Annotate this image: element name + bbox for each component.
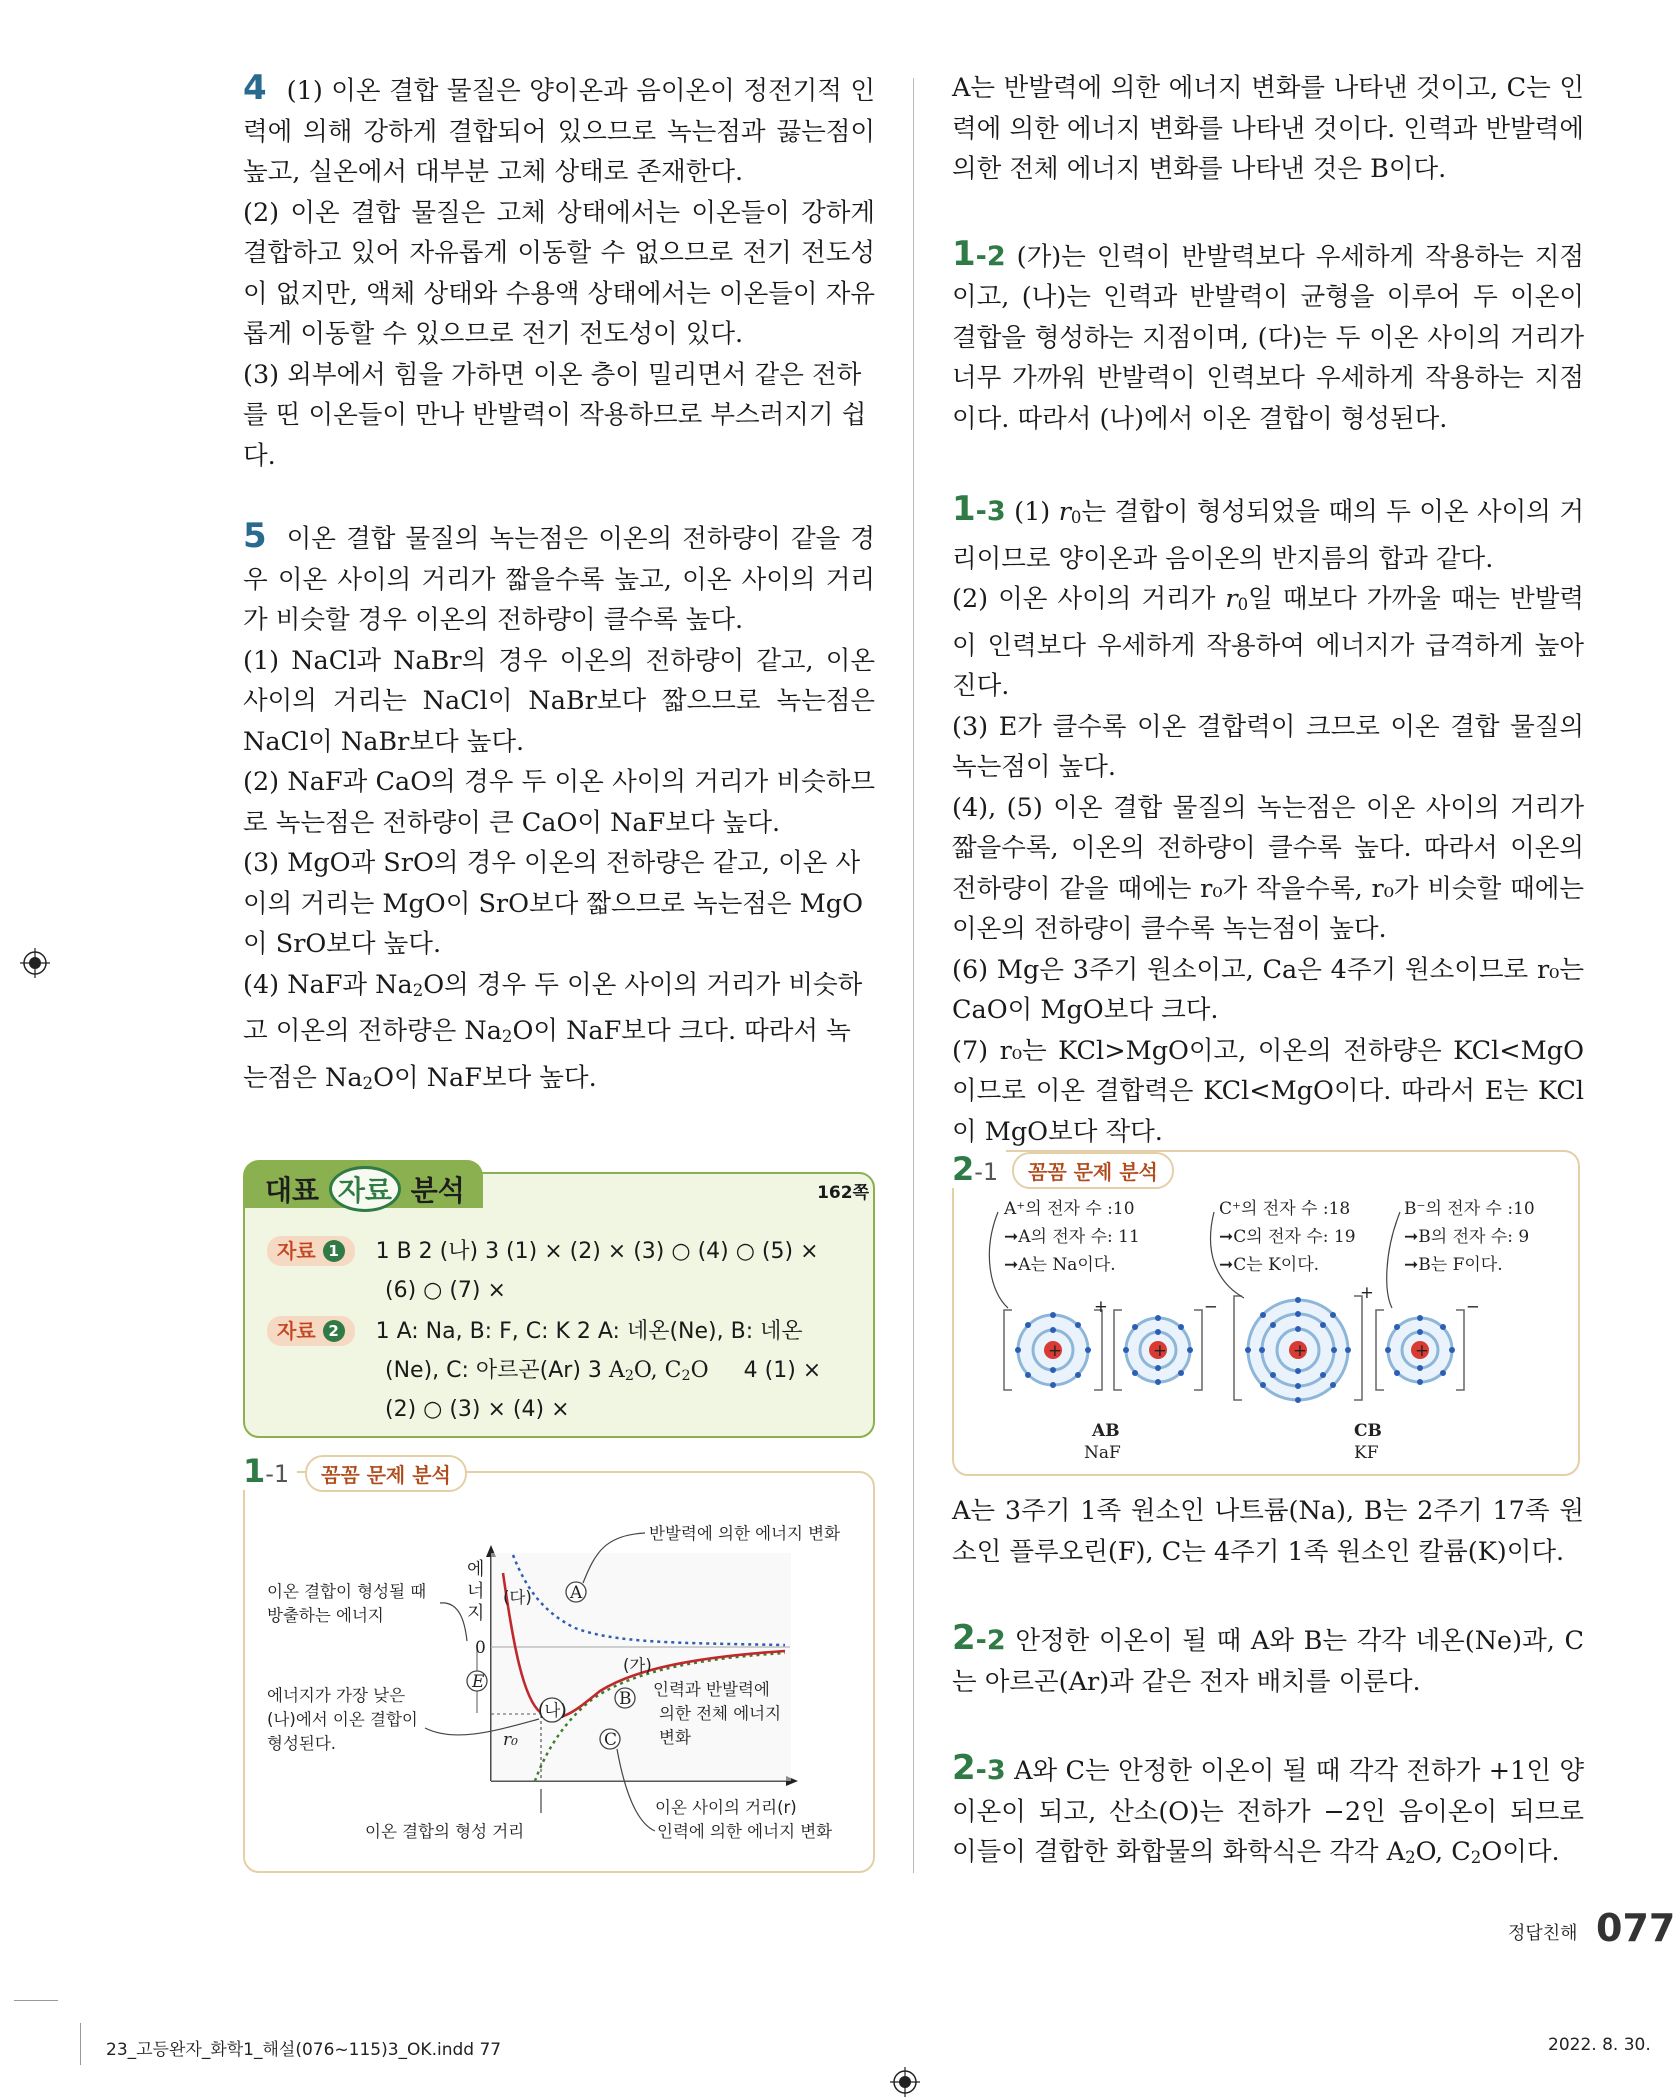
q2-2-paragraph: 2-2 안정한 이온이 될 때 A와 B는 각각 네온(Ne)과, C는 아르곤(Ar)과 같은 전자 배치를 이룬다. <box>952 1618 1584 1697</box>
analysis-box-1-1 <box>243 1471 875 1873</box>
ion-a-plus <box>1004 1297 1108 1390</box>
label-total-3: 변화 <box>659 1728 691 1747</box>
y-axis-label-1: 에 <box>467 1559 485 1580</box>
q1-3-paragraph-2: (2) 이온 사이의 거리가 $r_0$일 때보다 가까울 때는 반발력이 인력보다 우세하게 작용하여 에너지가 급격하게 높아진다. <box>952 584 1584 701</box>
summary-page-ref: 162쪽 <box>817 1183 869 1203</box>
q5-paragraph-2: (1) NaCl과 NaBr의 경우 이온의 전하량이 같고, 이온 사이의 거리는 NaCl이 NaBr보다 짧으므로 녹는점은 NaCl이 NaBr보다 높다. <box>243 645 875 757</box>
zero-label: 0 <box>475 1638 486 1658</box>
column-divider <box>913 78 914 1873</box>
q5-paragraph-1: 5 이온 결합 물질의 녹는점은 이온의 전하량이 같을 경우 이온 사이의 거리가 짧을수록 높고, 이온 사이의 거리가 비슷할 경우 이온의 전하량이 클수록 높다. <box>243 516 875 635</box>
box-2-1-pill: 꼼꼼 문제 분석 <box>1012 1152 1174 1189</box>
summary-row-1: 자료 1 1 B 2 (나) 3 (1) × (2) × (3) ○ (4) ○ (5) × <box>267 1232 819 1271</box>
ion-diagram <box>954 1152 1578 1474</box>
svg-text:+: + <box>1153 1341 1167 1360</box>
q1-3-paragraph-1: 1-3 (1) $r_0$는 결합이 형성되었을 때의 두 이온 사이의 거리이므로 양이온과 음이온의 반지름의 합과 같다. <box>952 489 1584 574</box>
a-line-3: ➞A는 Na이다. <box>1004 1255 1116 1275</box>
q5-paragraph-5: (4) NaF과 $Na_2O$의 경우 두 이온 사이의 거리가 비슷하고 이온의 전하량은 $Na_2O$이 NaF보다 크다. 따라서 녹는점은 $Na_2O$이 NaF보다 높다. <box>243 969 863 1093</box>
q1-3-paragraph-5: (6) Mg은 3주기 원소이고, Ca은 4주기 원소이므로 r₀는 CaO이 MgO보다 크다. <box>952 954 1584 1025</box>
label-x-axis: 이온 사이의 거리(r) <box>655 1798 797 1817</box>
summary-row-2: 자료 2 1 A: Na, B: F, C: K 2 A: 네온(Ne), B: 네온 <box>267 1312 803 1351</box>
summary-row-2c: (2) ○ (3) × (4) × <box>385 1397 570 1422</box>
svg-text:+: + <box>1360 1283 1374 1302</box>
box-1-1-heading: 1-1 <box>243 1452 297 1490</box>
ion-c-plus <box>1234 1283 1374 1400</box>
svg-text:너: 너 <box>467 1581 485 1602</box>
label-release-1: 이온 결합이 형성될 때 <box>267 1582 427 1601</box>
svg-text:−: − <box>1204 1297 1218 1316</box>
point-da: (다) <box>503 1588 532 1607</box>
svg-text:−: − <box>1466 1297 1480 1316</box>
q1-3-paragraph-3: (3) E가 클수록 이온 결합력이 크므로 이온 결합 물질의 녹는점이 높다. <box>952 711 1584 782</box>
q4-paragraph-2: (2) 이온 결합 물질은 고체 상태에서는 이온들이 강하게 결합하고 있어 자유롭게 이동할 수 없으므로 전기 전도성이 없지만, 액체 상태와 수용액 상태에서는 이온들이 자유롭게 이동할 수 있으므로 전기 전도성이 있다. <box>243 197 875 349</box>
energy-graph <box>245 1473 873 1871</box>
b-line-3: ➞B는 F이다. <box>1404 1255 1503 1275</box>
point-ga: (가) <box>623 1656 652 1675</box>
svg-text:+: + <box>1094 1297 1108 1316</box>
label-lowest-1: 에너지가 가장 낮은 <box>267 1686 406 1705</box>
footer-answer-label: 정답친해 <box>1508 1923 1578 1944</box>
label-B: B <box>619 1689 632 1709</box>
label-naf: NaF <box>1084 1443 1121 1463</box>
q1-3-number: 1-3 <box>952 489 1006 529</box>
tag-data-1: 자료 1 <box>267 1236 355 1266</box>
label-total-1: 인력과 반발력에 <box>653 1680 770 1699</box>
svg-text:+: + <box>1293 1341 1307 1360</box>
q1-2-number: 1-2 <box>952 233 1006 274</box>
q2-3-number: 2-3 <box>952 1748 1006 1788</box>
q2-1-paragraph: A는 3주기 1족 원소인 나트륨(Na), B는 2주기 17족 원소인 플루오린(F), C는 4주기 1족 원소인 칼륨(K)이다. <box>952 1496 1584 1567</box>
c-line-2: ➞C의 전자 수: 19 <box>1219 1227 1356 1247</box>
q1-3-paragraph-4: (4), (5) 이온 결합 물질의 녹는점은 이온 사이의 거리가 짧을수록, 이온의 전하량이 클수록 높다. 따라서 이온의 전하량이 같을 때에는 r₀가 작을수록, r₀가 비슷할 때에는 이온의 전하량이 클수록 녹는점이 높다. <box>952 792 1584 944</box>
b-line-2: ➞B의 전자 수: 9 <box>1404 1227 1530 1247</box>
a-line-2: ➞A의 전자 수: 11 <box>1004 1227 1140 1247</box>
label-cb: CB <box>1354 1421 1382 1441</box>
right-lower <box>952 1491 1584 1879</box>
ion-b-minus-2 <box>1376 1297 1480 1390</box>
label-lowest-2: (나)에서 이온 결합이 <box>267 1710 418 1729</box>
page-number: 077 <box>1596 1906 1675 1950</box>
crop-mark-2 <box>80 2023 81 2065</box>
q1-3-paragraph-6: (7) r₀는 KCl>MgO이고, 이온의 전하량은 KCl<MgO이므로 이온 결합력은 KCl<MgO이다. 따라서 E는 KCl이 MgO보다 작다. <box>952 1035 1584 1147</box>
registration-mark-icon <box>20 948 50 978</box>
label-lowest-3: 형성된다. <box>267 1734 337 1753</box>
svg-text:+: + <box>1048 1341 1062 1360</box>
q5-paragraph-4: (3) MgO과 SrO의 경우 이온의 전하량은 같고, 이온 사이의 거리는 MgO이 SrO보다 짧으므로 녹는점은 MgO이 SrO보다 높다. <box>243 848 864 959</box>
label-ab: AB <box>1092 1421 1120 1441</box>
r0-label: r₀ <box>503 1730 518 1750</box>
q5-paragraph-3: (2) NaF과 CaO의 경우 두 이온 사이의 거리가 비슷하므로 녹는점은 전하량이 큰 CaO이 NaF보다 높다. <box>243 767 875 838</box>
label-kf: KF <box>1354 1443 1379 1463</box>
tag-data-2: 자료 2 <box>267 1316 355 1346</box>
box-2-1-heading: 2-1 <box>952 1150 1006 1188</box>
right-column <box>952 68 1584 1152</box>
a-line-1: A⁺의 전자 수 :10 <box>1004 1199 1135 1219</box>
ion-b-minus-1 <box>1114 1297 1218 1390</box>
label-formation-distance: 이온 결합의 형성 거리 <box>365 1822 525 1841</box>
label-release-2: 방출하는 에너지 <box>267 1606 384 1625</box>
point-na: (나) <box>538 1701 567 1720</box>
right-top-paragraph: A는 반발력에 의한 에너지 변화를 나타낸 것이고, C는 인력에 의한 에너지 변화를 나타낸 것이다. 인력과 반발력에 의한 전체 에너지 변화를 나타낸 것은 B이다. <box>952 73 1584 184</box>
q2-2-number: 2-2 <box>952 1618 1006 1658</box>
label-total-2: 의한 전체 에너지 <box>659 1704 782 1723</box>
svg-text:+: + <box>1415 1341 1429 1360</box>
registration-mark-bottom-icon <box>890 2067 920 2097</box>
footer-file: 23_고등완자_화학1_해설(076~115)3_OK.indd 77 <box>106 2040 502 2060</box>
svg-text:지: 지 <box>467 1603 485 1624</box>
summary-title: 대표 자료 분석 <box>265 1166 465 1212</box>
q4-number: 4 <box>243 68 267 108</box>
summary-header <box>243 1160 893 1210</box>
box-1-1-pill: 꼼꼼 문제 분석 <box>305 1455 467 1492</box>
footer-date: 2022. 8. 30. <box>1548 2035 1651 2055</box>
analysis-box-2-1 <box>952 1150 1580 1476</box>
label-attraction: 인력에 의한 에너지 변화 <box>657 1822 833 1841</box>
label-repulsion: 반발력에 의한 에너지 변화 <box>649 1524 841 1543</box>
summary-row-1b: (6) ○ (7) × <box>385 1278 506 1303</box>
label-C: C <box>604 1730 618 1750</box>
q5-number: 5 <box>243 516 267 556</box>
c-line-1: C⁺의 전자 수 :18 <box>1219 1199 1351 1219</box>
q4-paragraph-3: (3) 외부에서 힘을 가하면 이온 층이 밀리면서 같은 전하를 띤 이온들이 만나 반발력이 작용하므로 부스러지기 쉽다. <box>243 359 867 471</box>
c-line-3: ➞C는 K이다. <box>1219 1255 1320 1275</box>
b-line-1: B⁻의 전자 수 :10 <box>1404 1199 1535 1219</box>
crop-mark <box>14 2000 58 2001</box>
left-column <box>243 68 875 1104</box>
E-label: E <box>472 1672 485 1692</box>
q1-2-paragraph: 1-2 (가)는 인력이 반발력보다 우세하게 작용하는 지점이고, (나)는 인력과 반발력이 균형을 이루어 두 이온이 결합을 형성하는 지점이며, (다)는 두 이온 사이의 거리가 너무 가까워 반발력이 인력보다 우세하게 작용하는 지점이다. 따라서 (나)에서 이온 결합이 형성된다. <box>952 233 1584 434</box>
summary-row-2b: (Ne), C: 아르곤(Ar) 3 $A_2O$, $C_2O$ 4 (1) × <box>385 1358 822 1384</box>
q4-paragraph-1: 4 (1) 이온 결합 물질은 양이온과 음이온이 정전기적 인력에 의해 강하게 결합되어 있으므로 녹는점과 끓는점이 높고, 실온에서 대부분 고체 상태로 존재한다. <box>243 68 875 187</box>
q2-3-paragraph: 2-3 A와 C는 안정한 이온이 될 때 각각 전하가 +1인 양이온이 되고, 산소(O)는 전하가 −2인 음이온이 되므로 이들이 결합한 화합물의 화학식은 각각 $A_2O$, $C_2O$이다. <box>952 1748 1584 1867</box>
label-A: A <box>570 1583 583 1603</box>
